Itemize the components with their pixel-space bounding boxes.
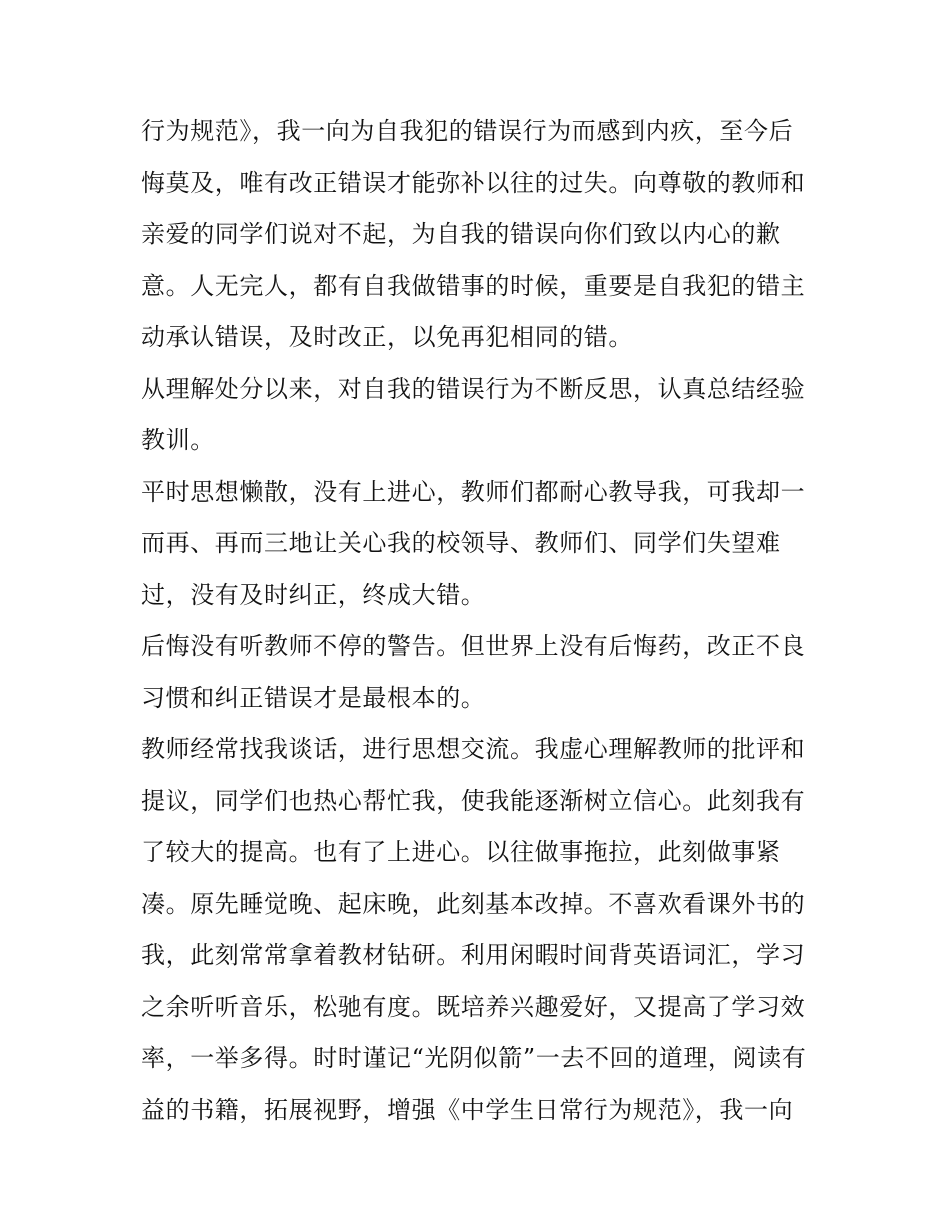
- text-line: 率，一举多得。时时谨记“光阴似箭”一去不回的道理，阅读有: [141, 1044, 807, 1072]
- text-line: 从理解处分以来，对自我的错误行为不断反思，认真总结经验: [141, 374, 806, 403]
- text-line: 提议，同学们也热心帮忙我，使我能逐渐树立信心。此刻我有: [141, 786, 806, 815]
- text-line: 意。人无完人，都有自我做错事的时候，重要是自我犯的错主: [141, 271, 806, 300]
- text-line: 悔莫及，唯有改正错误才能弥补以往的过失。向尊敬的教师和: [141, 168, 806, 197]
- text-line: 平时思想懒散，没有上进心，教师们都耐心教导我，可我却一: [141, 477, 806, 506]
- text-line: 我，此刻常常拿着教材钻研。利用闲暇时间背英语词汇，学习: [141, 941, 806, 969]
- text-line: 教训。: [141, 426, 215, 454]
- text-line: 教师经常找我谈话，进行思想交流。我虚心理解教师的批评和: [141, 735, 806, 763]
- text-line: 习惯和纠正错误才是最根本的。: [141, 683, 486, 712]
- text-line: 动承认错误，及时改正，以免再犯相同的错。: [141, 323, 633, 351]
- text-line: 行为规范》，我一向为自我犯的错误行为而感到内疚，至今后: [141, 117, 794, 145]
- text-line: 之余听听音乐，松驰有度。既培养兴趣爱好，又提高了学习效: [141, 992, 806, 1021]
- text-line: 了较大的提高。也有了上进心。以往做事拖拉，此刻做事紧: [141, 838, 781, 866]
- text-line: 而再、再而三地让关心我的校领导、教师们、同学们失望难: [141, 529, 781, 557]
- text-line: 益的书籍，拓展视野，增强《中学生日常行为规范》，我一向: [141, 1095, 794, 1124]
- text-line: 凑。原先睡觉晚、起床晚，此刻基本改掉。不喜欢看课外书的: [141, 889, 806, 918]
- text-line: 亲爱的同学们说对不起，为自我的错误向你们致以内心的歉: [141, 220, 781, 248]
- body-text: [141, 106, 821, 1136]
- text-line: 后悔没有听教师不停的警告。但世界上没有后悔药，改正不良: [141, 632, 806, 660]
- text-line: 过，没有及时纠正，终成大错。: [141, 580, 486, 609]
